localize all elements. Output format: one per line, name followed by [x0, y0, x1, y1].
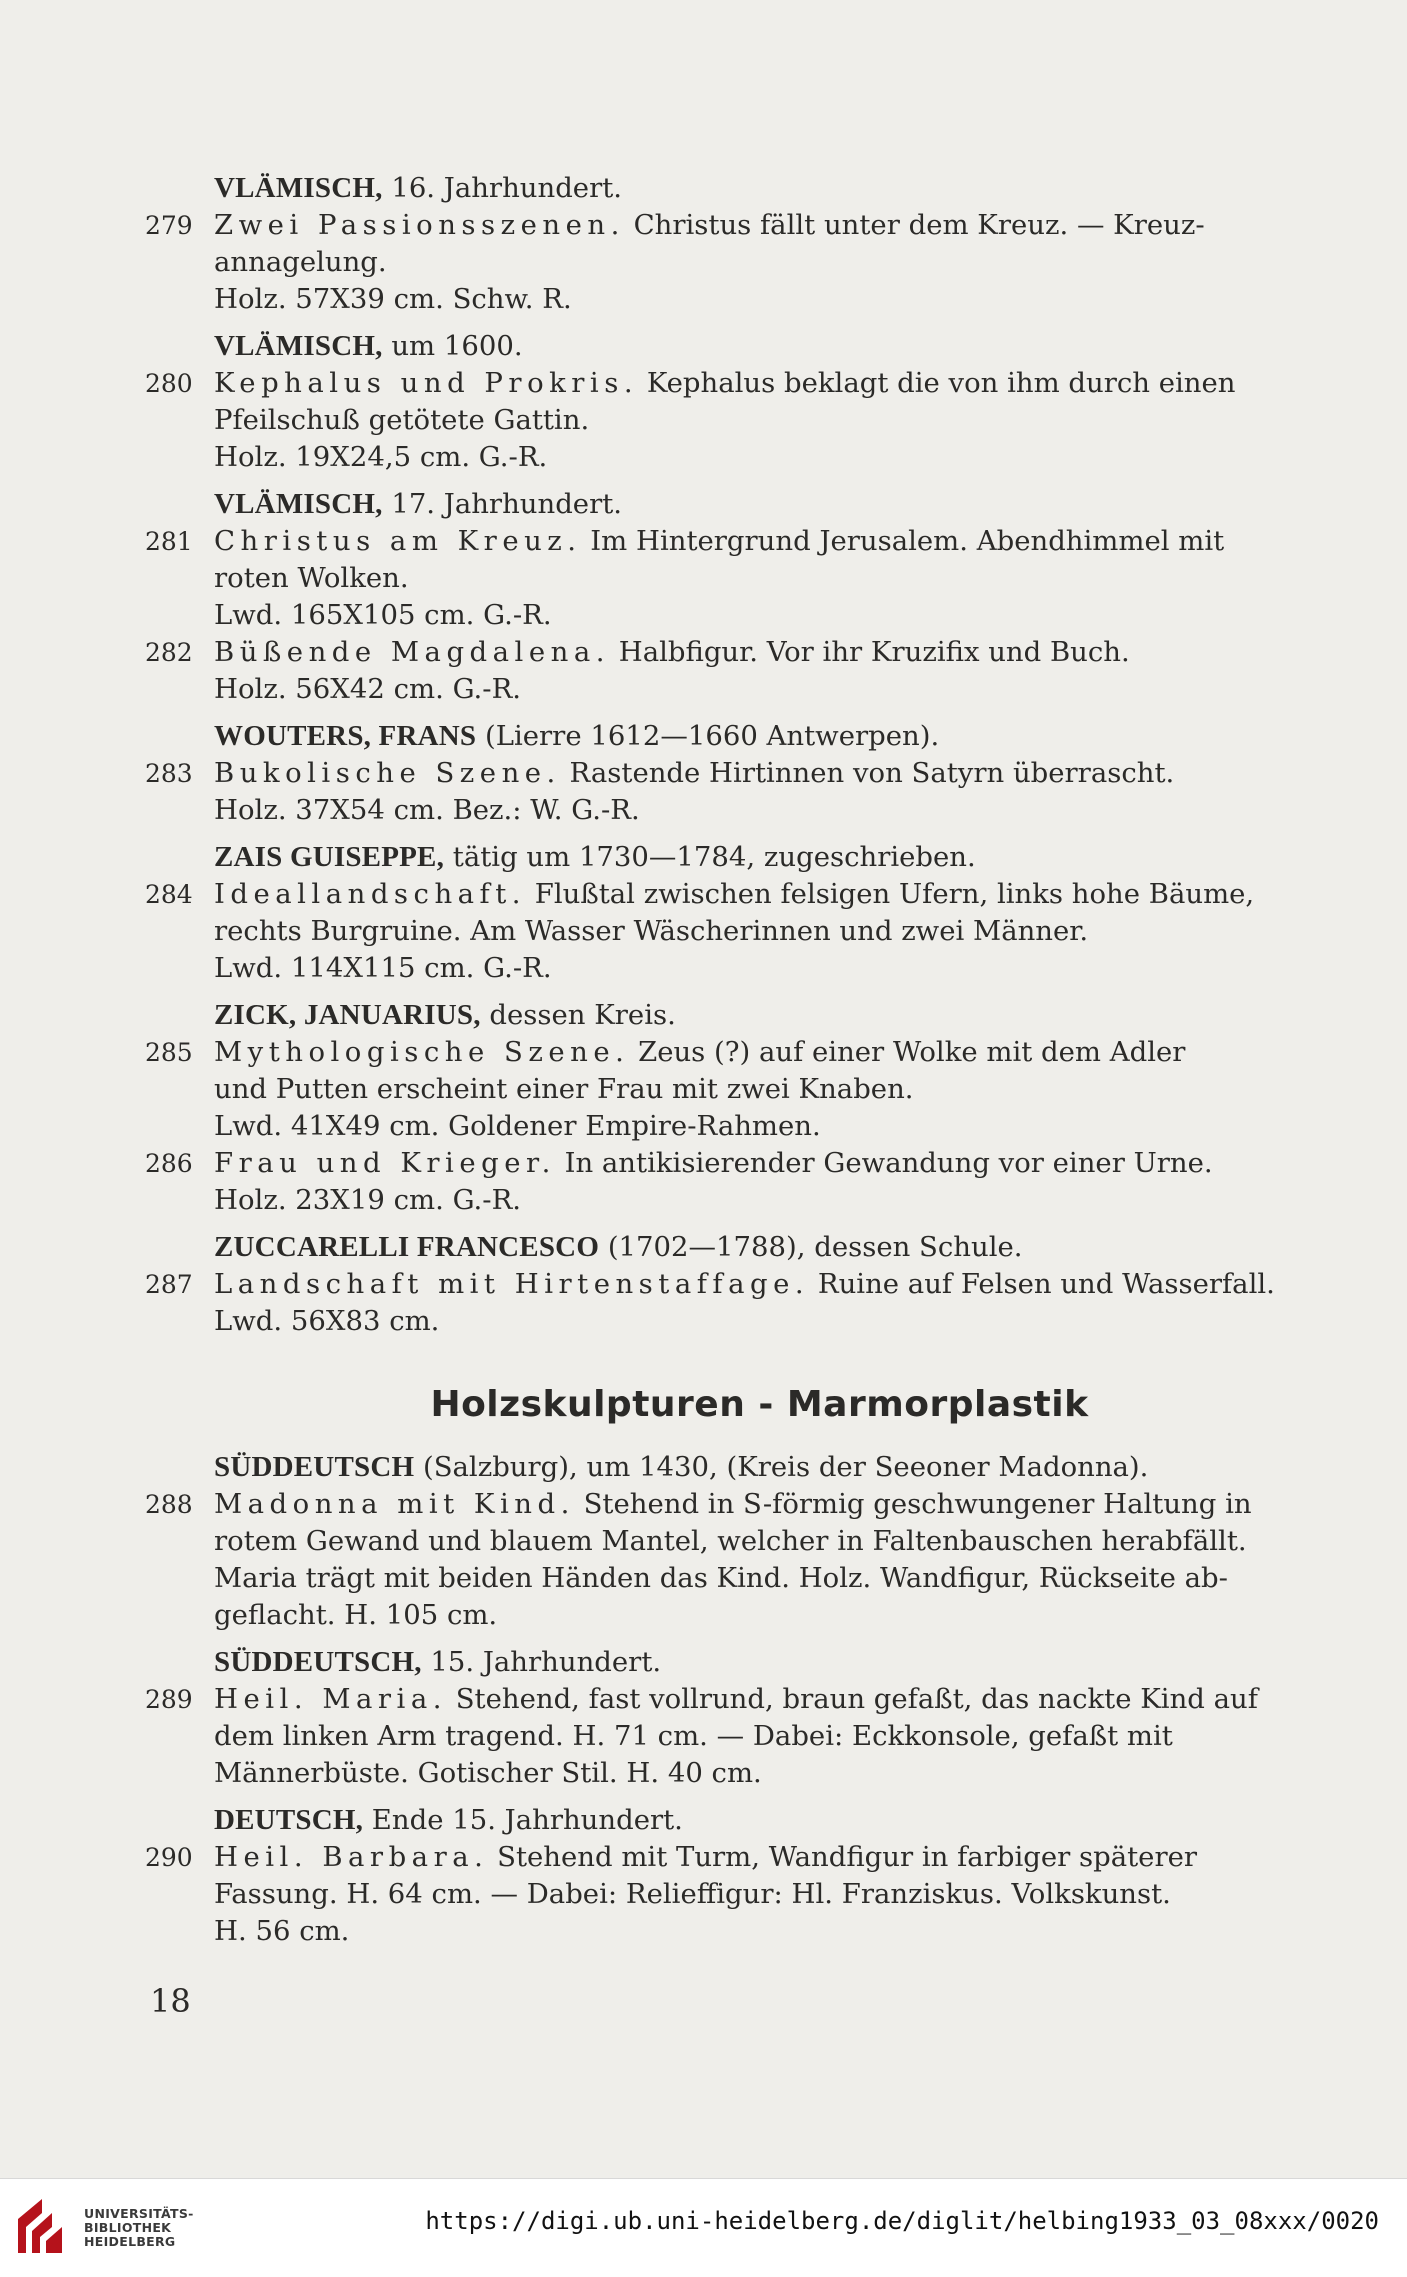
lot-title: Madonna mit Kind.: [214, 1488, 575, 1520]
entry-line: [214, 439, 1305, 476]
artist-name: VLÄMISCH,: [214, 488, 383, 520]
lot-title: Christus am Kreuz.: [214, 525, 582, 557]
artist-heading: [145, 718, 1305, 755]
lot-title: Bukolische Szene.: [214, 757, 561, 789]
artist-details: 16. Jahrhundert.: [382, 172, 623, 204]
entry-line: [214, 244, 1305, 281]
entry-text: Maria trägt mit beiden Händen das Kind. Holz. Wandfigur, Rückseite ab-: [214, 1562, 1228, 1594]
artist-heading: [145, 486, 1305, 523]
entry-text: Stehend in S-förmig geschwungener Haltung in: [574, 1488, 1252, 1520]
artist-name: VLÄMISCH,: [214, 330, 383, 362]
entry-text: Lwd. 165X105 cm. G.-R.: [214, 599, 552, 631]
artist-heading: [145, 328, 1305, 365]
entry-line: [214, 671, 1305, 708]
entry-line: [214, 1597, 1305, 1634]
artist-heading: [145, 839, 1305, 876]
artist-details: (Lierre 1612—1660 Antwerpen).: [476, 720, 940, 752]
entry-text: rechts Burgruine. Am Wasser Wäscherinnen und zwei Männer.: [214, 915, 1089, 947]
lot-title: Heil. Maria.: [214, 1683, 447, 1715]
artist-details: Ende 15. Jahrhundert.: [363, 1804, 683, 1836]
lot-number: 287: [145, 1270, 193, 1299]
artist-name: ZICK, JANUARIUS,: [214, 999, 481, 1031]
entry-line: [214, 1876, 1305, 1913]
entry-line: [214, 1755, 1305, 1792]
ub-heidelberg-logo-icon[interactable]: [12, 2193, 72, 2259]
entry-line: [214, 755, 1305, 792]
entry-text: Flußtal zwischen felsigen Ufern, links hohe Bäume,: [526, 878, 1255, 910]
artist-details: 17. Jahrhundert.: [382, 488, 623, 520]
catalog-entry: [145, 1681, 1305, 1792]
catalog-entry: [145, 755, 1305, 829]
entry-line: [214, 207, 1305, 244]
entry-line: [214, 1034, 1305, 1071]
entry-text: geflacht. H. 105 cm.: [214, 1599, 498, 1631]
artist-name: SÜDDEUTSCH: [214, 1451, 415, 1483]
entry-text: H. 56 cm.: [214, 1915, 350, 1947]
artist-name: ZUCCARELLI FRANCESCO: [214, 1231, 600, 1263]
entry-text: Holz. 19X24,5 cm. G.-R.: [214, 441, 548, 473]
lot-title: Zwei Passionsszenen.: [214, 209, 625, 241]
artist-heading: [145, 170, 1305, 207]
entry-line: [214, 792, 1305, 829]
entry-text: Im Hintergrund Jerusalem. Abendhimmel mit: [581, 525, 1225, 557]
entry-line: [214, 1303, 1305, 1340]
entry-text: rotem Gewand und blauem Mantel, welcher in Faltenbauschen herabfällt.: [214, 1525, 1247, 1557]
entry-text: Lwd. 114X115 cm. G.-R.: [214, 952, 552, 984]
lot-number: 283: [145, 759, 193, 788]
library-name: [84, 2207, 194, 2249]
page-number: 18: [150, 1982, 191, 2020]
lot-number: 285: [145, 1038, 193, 1067]
entry-text: Stehend mit Turm, Wandfigur in farbiger späterer: [488, 1841, 1198, 1873]
lot-title: Kephalus und Prokris.: [214, 367, 639, 399]
artist-heading: [145, 1802, 1305, 1839]
entry-text: Kephalus beklagt die von ihm durch einen: [638, 367, 1236, 399]
lot-number: 282: [145, 638, 193, 667]
entry-text: roten Wolken.: [214, 562, 409, 594]
entry-line: [214, 1486, 1305, 1523]
entry-line: [214, 281, 1305, 318]
artist-heading: [145, 1644, 1305, 1681]
catalog-entry: [145, 1034, 1305, 1145]
entry-text: Zeus (?) auf einer Wolke mit dem Adler: [629, 1036, 1186, 1068]
entry-line: [214, 365, 1305, 402]
lot-number: 284: [145, 880, 193, 909]
entry-line: [214, 1266, 1305, 1303]
artist-name: WOUTERS, FRANS: [214, 720, 477, 752]
entry-line: [214, 1839, 1305, 1876]
artist-details: tätig um 1730—1784, zugeschrieben.: [444, 841, 976, 873]
section-heading: Holzskulpturen - Marmorplastik: [430, 1384, 1089, 1425]
lot-number: 280: [145, 369, 193, 398]
artist-name: VLÄMISCH,: [214, 172, 383, 204]
entry-text: Holz. 56X42 cm. G.-R.: [214, 673, 522, 705]
entry-line: [214, 1913, 1305, 1950]
artist-name: SÜDDEUTSCH,: [214, 1646, 422, 1678]
catalog-entry: [145, 1486, 1305, 1634]
lot-number: 281: [145, 527, 193, 556]
entry-text: Fassung. H. 64 cm. — Dabei: Relieffigur: Hl. Franziskus. Volkskunst.: [214, 1878, 1171, 1910]
entry-line: [214, 950, 1305, 987]
entry-line: [214, 560, 1305, 597]
library-name-line: BIBLIOTHEK: [84, 2220, 172, 2235]
catalog-entry: [145, 1839, 1305, 1950]
lot-title: Frau und Krieger.: [214, 1147, 556, 1179]
entry-text: Männerbüste. Gotischer Stil. H. 40 cm.: [214, 1757, 762, 1789]
lot-title: Büßende Magdalena.: [214, 636, 610, 668]
catalog-entry: [145, 876, 1305, 987]
library-name-line: UNIVERSITÄTS-: [84, 2206, 194, 2221]
artist-heading: [145, 1229, 1305, 1266]
permalink-url[interactable]: https://digi.ub.uni-heidelberg.de/diglit/helbing1933_03_08xxx/0020: [425, 2207, 1379, 2235]
entry-text: Pfeilschuß getötete Gattin.: [214, 404, 590, 436]
entry-line: [214, 1182, 1305, 1219]
library-name-line: HEIDELBERG: [84, 2234, 176, 2249]
lot-number: 290: [145, 1843, 193, 1872]
artist-heading: [145, 997, 1305, 1034]
entry-text: Christus fällt unter dem Kreuz. — Kreuz-: [624, 209, 1205, 241]
catalog-entries-sculptures: [145, 1449, 1305, 1950]
entry-text: Holz. 57X39 cm. Schw. R.: [214, 283, 572, 315]
entry-line: [214, 1145, 1305, 1182]
lot-number: 286: [145, 1149, 193, 1178]
lot-title: Landschaft mit Hirtenstaffage.: [214, 1268, 810, 1300]
entry-text: Lwd. 56X83 cm.: [214, 1305, 440, 1337]
artist-details: dessen Kreis.: [480, 999, 676, 1031]
entry-line: [214, 876, 1305, 913]
entry-line: [214, 1681, 1305, 1718]
catalog-entry: [145, 365, 1305, 476]
lot-title: Heil. Barbara.: [214, 1841, 489, 1873]
entry-text: Stehend, fast vollrund, braun gefaßt, das nackte Kind auf: [446, 1683, 1258, 1715]
entry-text: Halbfigur. Vor ihr Kruzifix und Buch.: [609, 636, 1130, 668]
artist-name: DEUTSCH,: [214, 1804, 364, 1836]
entry-line: [214, 1718, 1305, 1755]
catalog-entry: [145, 523, 1305, 634]
catalog-entries-paintings: [145, 170, 1305, 1340]
lot-title: Ideallandschaft.: [214, 878, 527, 910]
lot-title: Mythologische Szene.: [214, 1036, 630, 1068]
lot-number: 279: [145, 211, 193, 240]
artist-details: um 1600.: [382, 330, 523, 362]
artist-name: ZAIS GUISEPPE,: [214, 841, 445, 873]
entry-line: [214, 1108, 1305, 1145]
lot-number: 289: [145, 1685, 193, 1714]
viewer-footer: [0, 2178, 1407, 2277]
catalog-entry: [145, 207, 1305, 318]
entry-text: Lwd. 41X49 cm. Goldener Empire-Rahmen.: [214, 1110, 821, 1142]
artist-details: (1702—1788), dessen Schule.: [599, 1231, 1023, 1263]
entry-line: [214, 913, 1305, 950]
entry-text: dem linken Arm tragend. H. 71 cm. — Dabei: Eckkonsole, gefaßt mit: [214, 1720, 1173, 1752]
entry-line: [214, 1560, 1305, 1597]
entry-text: Ruine auf Felsen und Wasserfall.: [809, 1268, 1275, 1300]
artist-details: 15. Jahrhundert.: [421, 1646, 662, 1678]
entry-line: [214, 1071, 1305, 1108]
entry-text: Holz. 37X54 cm. Bez.: W. G.-R.: [214, 794, 640, 826]
entry-text: In antikisierender Gewandung vor einer Urne.: [555, 1147, 1213, 1179]
entry-line: [214, 402, 1305, 439]
entry-line: [214, 634, 1305, 671]
catalog-content: [145, 170, 1305, 1950]
catalog-entry: [145, 1266, 1305, 1340]
lot-number: 288: [145, 1490, 193, 1519]
artist-heading: [145, 1449, 1305, 1486]
entry-text: Rastende Hirtinnen von Satyrn überrascht.: [560, 757, 1175, 789]
artist-details: (Salzburg), um 1430, (Kreis der Seeoner Madonna).: [414, 1451, 1149, 1483]
entry-line: [214, 597, 1305, 634]
entry-text: annagelung.: [214, 246, 387, 278]
catalog-entry: [145, 634, 1305, 708]
entry-line: [214, 1523, 1305, 1560]
entry-line: [214, 523, 1305, 560]
catalog-entry: [145, 1145, 1305, 1219]
entry-text: und Putten erscheint einer Frau mit zwei Knaben.: [214, 1073, 914, 1105]
entry-text: Holz. 23X19 cm. G.-R.: [214, 1184, 522, 1216]
